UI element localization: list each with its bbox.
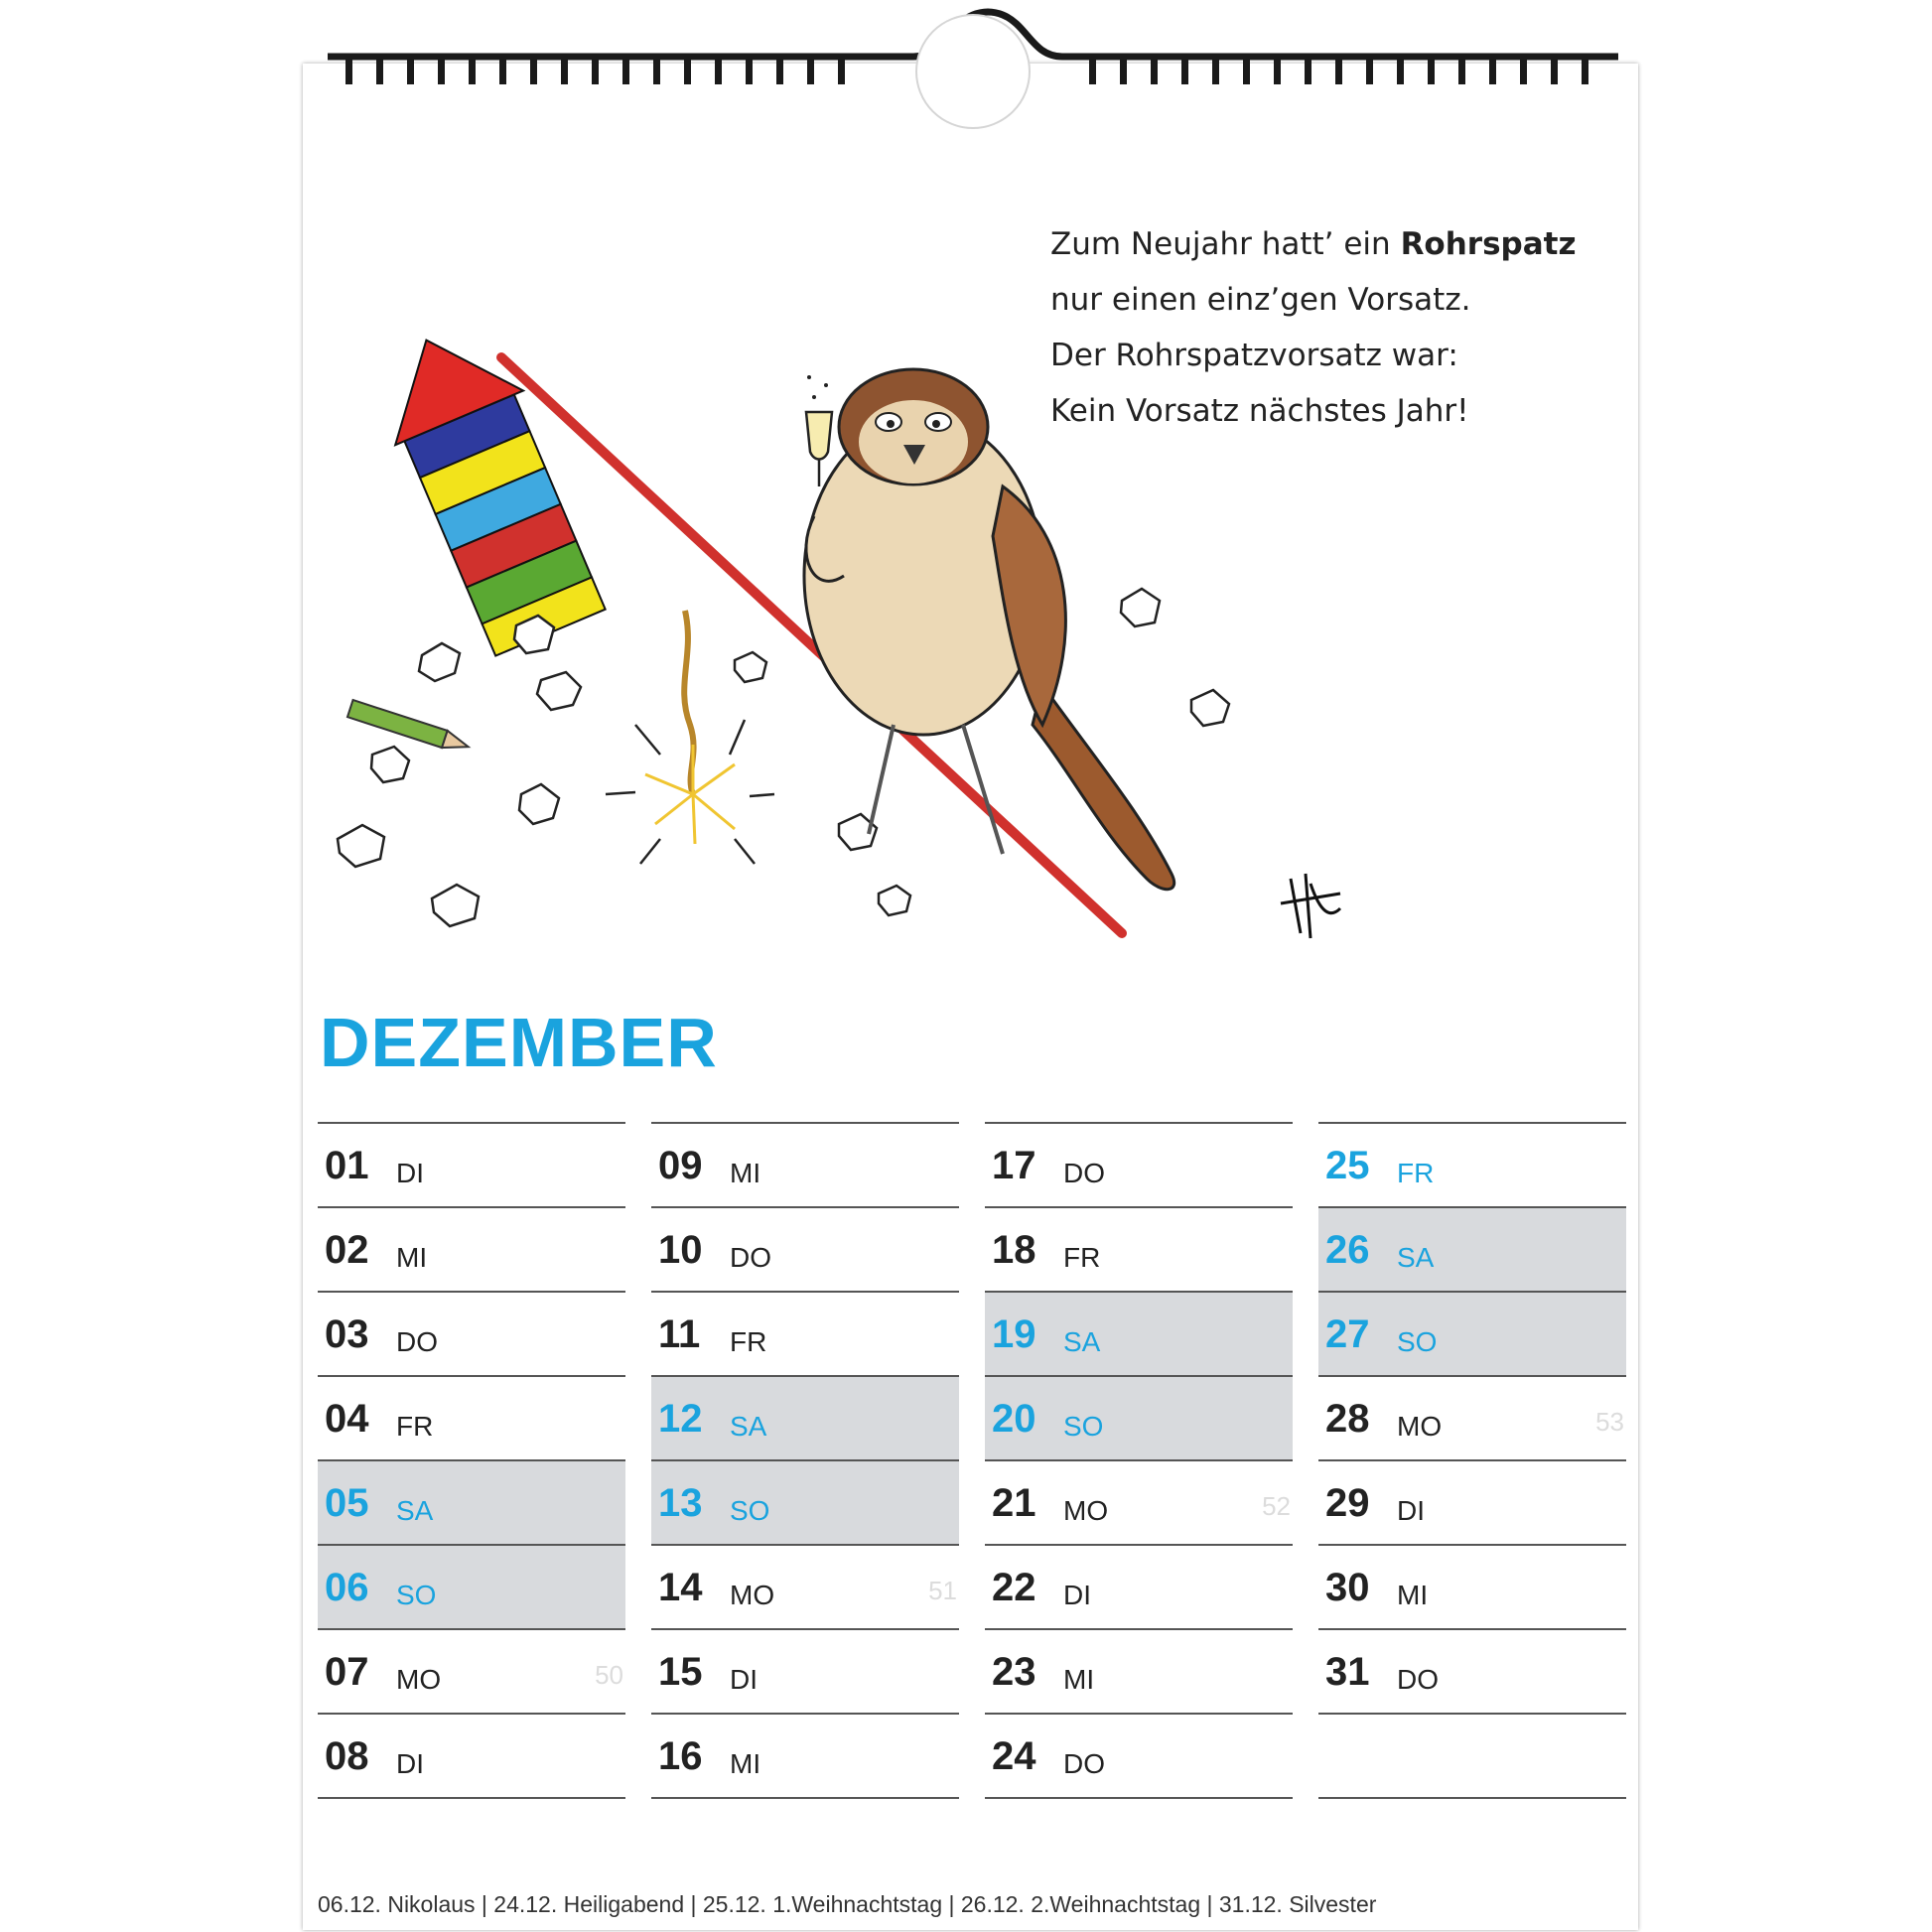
binding-coil	[1582, 55, 1588, 84]
day-number: 17	[992, 1144, 1036, 1187]
day-cell	[318, 1459, 625, 1544]
poem-line-3: Der Rohrspatzvorsatz war:	[1050, 338, 1458, 373]
week-number: 53	[1595, 1407, 1624, 1437]
weekday-label: SO	[1397, 1326, 1438, 1357]
weekday-label: DI	[1063, 1580, 1091, 1610]
day-number: 06	[325, 1566, 369, 1609]
day-cell	[985, 1713, 1293, 1799]
spiral-binding	[0, 0, 1932, 139]
weekday-label: DO	[396, 1326, 438, 1357]
day-cell	[318, 1628, 625, 1713]
binding-coil	[1120, 55, 1127, 84]
day-number: 15	[658, 1650, 703, 1694]
day-number: 23	[992, 1650, 1036, 1694]
poem-line-4: Kein Vorsatz nächstes Jahr!	[1050, 393, 1469, 429]
weekday-label: DO	[1397, 1664, 1439, 1695]
binding-coil	[622, 55, 629, 84]
day-cell	[1318, 1291, 1626, 1375]
weekday-label: SO	[730, 1495, 770, 1526]
day-cell	[985, 1375, 1293, 1459]
weekday-label: MO	[1397, 1411, 1443, 1442]
binding-coil	[1397, 55, 1404, 84]
day-number: 08	[325, 1734, 369, 1778]
day-number: 20	[992, 1397, 1036, 1441]
weekday-label: FR	[1397, 1158, 1435, 1188]
binding-coil	[1520, 55, 1527, 84]
binding-coil	[592, 55, 599, 84]
weekday-label: MO	[730, 1580, 775, 1610]
day-number: 18	[992, 1228, 1036, 1272]
binding-coil	[1428, 55, 1435, 84]
day-number: 04	[325, 1397, 369, 1441]
holidays-footer: 06.12. Nikolaus | 24.12. Heiligabend | 25.12. 1.Weihnachtstag | 26.12. 2.Weihnachtstag | 31.12. Silvester	[318, 1891, 1377, 1917]
binding-coil	[1274, 55, 1281, 84]
poem-bold-word: Rohrspatz	[1400, 226, 1577, 262]
day-number: 07	[325, 1650, 369, 1694]
day-cell	[651, 1375, 959, 1459]
binding-coil	[438, 55, 445, 84]
weekday-label: MI	[1063, 1664, 1095, 1695]
artist-signature	[1281, 874, 1340, 938]
day-cell	[985, 1459, 1293, 1544]
day-cell	[985, 1291, 1293, 1375]
day-number: 02	[325, 1228, 369, 1272]
day-cell	[318, 1291, 625, 1375]
binding-coil	[684, 55, 691, 84]
weekday-label: SA	[730, 1411, 767, 1442]
weekday-label: SA	[1397, 1242, 1435, 1273]
weekday-label: SA	[396, 1495, 434, 1526]
day-number: 11	[658, 1312, 701, 1356]
day-cell	[1318, 1459, 1626, 1544]
day-number: 25	[1325, 1144, 1370, 1187]
binding-coil	[345, 55, 352, 84]
hanger-hole	[916, 15, 1030, 128]
week-number: 52	[1262, 1491, 1291, 1521]
day-cell	[651, 1206, 959, 1291]
day-number: 09	[658, 1144, 703, 1187]
week-number: 50	[595, 1660, 623, 1690]
binding-coil	[746, 55, 753, 84]
day-cell	[651, 1291, 959, 1375]
day-number: 24	[992, 1734, 1036, 1778]
day-number: 31	[1325, 1650, 1370, 1694]
weekday-label: MO	[396, 1664, 442, 1695]
poem-line-1: Zum Neujahr hatt’ ein Rohrspatz	[1050, 226, 1577, 262]
day-number: 21	[992, 1481, 1036, 1525]
binding-coil	[499, 55, 506, 84]
day-number: 01	[325, 1144, 369, 1187]
weekday-label: SA	[1063, 1326, 1101, 1357]
binding-coil	[561, 55, 568, 84]
day-number: 28	[1325, 1397, 1370, 1441]
binding-coil	[1243, 55, 1250, 84]
day-number: 19	[992, 1312, 1036, 1356]
binding-coil	[1212, 55, 1219, 84]
weekday-label: MI	[396, 1242, 428, 1273]
day-cell	[651, 1459, 959, 1544]
weekday-label: DI	[396, 1748, 424, 1779]
day-cell	[651, 1628, 959, 1713]
day-cell	[651, 1713, 959, 1799]
weekday-label: FR	[730, 1326, 767, 1357]
day-cell	[1318, 1122, 1626, 1206]
month-title: DEZEMBER	[320, 1004, 718, 1081]
day-number: 27	[1325, 1312, 1370, 1356]
week-number: 51	[928, 1576, 957, 1605]
day-cell	[318, 1544, 625, 1628]
weekday-label: MI	[730, 1158, 761, 1188]
day-cell	[1318, 1544, 1626, 1628]
binding-coil	[1305, 55, 1311, 84]
binding-coil	[776, 55, 783, 84]
day-number: 22	[992, 1566, 1036, 1609]
weekday-label: DO	[730, 1242, 771, 1273]
day-cell	[318, 1206, 625, 1291]
day-cell	[1318, 1628, 1626, 1713]
day-number: 05	[325, 1481, 369, 1525]
weekday-label: DI	[730, 1664, 758, 1695]
binding-coil	[1151, 55, 1158, 84]
binding-coil	[1335, 55, 1342, 84]
weekday-label: DO	[1063, 1158, 1105, 1188]
binding-coil	[376, 55, 383, 84]
day-cell	[985, 1544, 1293, 1628]
day-number: 14	[658, 1566, 703, 1609]
binding-coil	[1366, 55, 1373, 84]
day-number: 30	[1325, 1566, 1370, 1609]
day-cell	[985, 1206, 1293, 1291]
binding-coil	[407, 55, 414, 84]
day-cell	[651, 1122, 959, 1206]
rocket-icon	[362, 338, 615, 660]
binding-coil	[653, 55, 660, 84]
weekday-label: SO	[396, 1580, 437, 1610]
binding-coil	[807, 55, 814, 84]
day-number: 13	[658, 1481, 703, 1525]
weekday-label: FR	[396, 1411, 434, 1442]
binding-coil	[1489, 55, 1496, 84]
day-number: 26	[1325, 1228, 1370, 1272]
empty-cell	[1318, 1713, 1626, 1799]
pencil-icon	[347, 700, 471, 756]
day-number: 03	[325, 1312, 369, 1356]
sparrow-icon	[804, 369, 1174, 890]
weekday-label: MO	[1063, 1495, 1109, 1526]
day-number: 29	[1325, 1481, 1370, 1525]
binding-coil	[469, 55, 476, 84]
weekday-label: SO	[1063, 1411, 1104, 1442]
weekday-label: DO	[1063, 1748, 1105, 1779]
day-cell	[318, 1713, 625, 1799]
weekday-label: FR	[1063, 1242, 1101, 1273]
day-cell	[985, 1122, 1293, 1206]
weekday-label: DI	[1397, 1495, 1425, 1526]
binding-coil	[715, 55, 722, 84]
illustration-sparrow-rocket	[318, 338, 1370, 953]
weekday-label: DI	[396, 1158, 424, 1188]
day-cell	[1318, 1375, 1626, 1459]
binding-coil	[1181, 55, 1188, 84]
champagne-glass-icon	[806, 375, 832, 486]
binding-coil	[838, 55, 845, 84]
weekday-label: MI	[730, 1748, 761, 1779]
day-cell	[651, 1544, 959, 1628]
binding-coil	[1551, 55, 1558, 84]
day-cell	[1318, 1206, 1626, 1291]
binding-coil	[530, 55, 537, 84]
day-number: 12	[658, 1397, 703, 1441]
day-number: 16	[658, 1734, 703, 1778]
day-cell	[318, 1122, 625, 1206]
weekday-label: MI	[1397, 1580, 1429, 1610]
binding-coil	[1458, 55, 1465, 84]
day-number: 10	[658, 1228, 703, 1272]
binding-coil	[1089, 55, 1096, 84]
day-cell	[985, 1628, 1293, 1713]
poem-line-2: nur einen einz’gen Vorsatz.	[1050, 282, 1471, 318]
day-cell	[318, 1375, 625, 1459]
